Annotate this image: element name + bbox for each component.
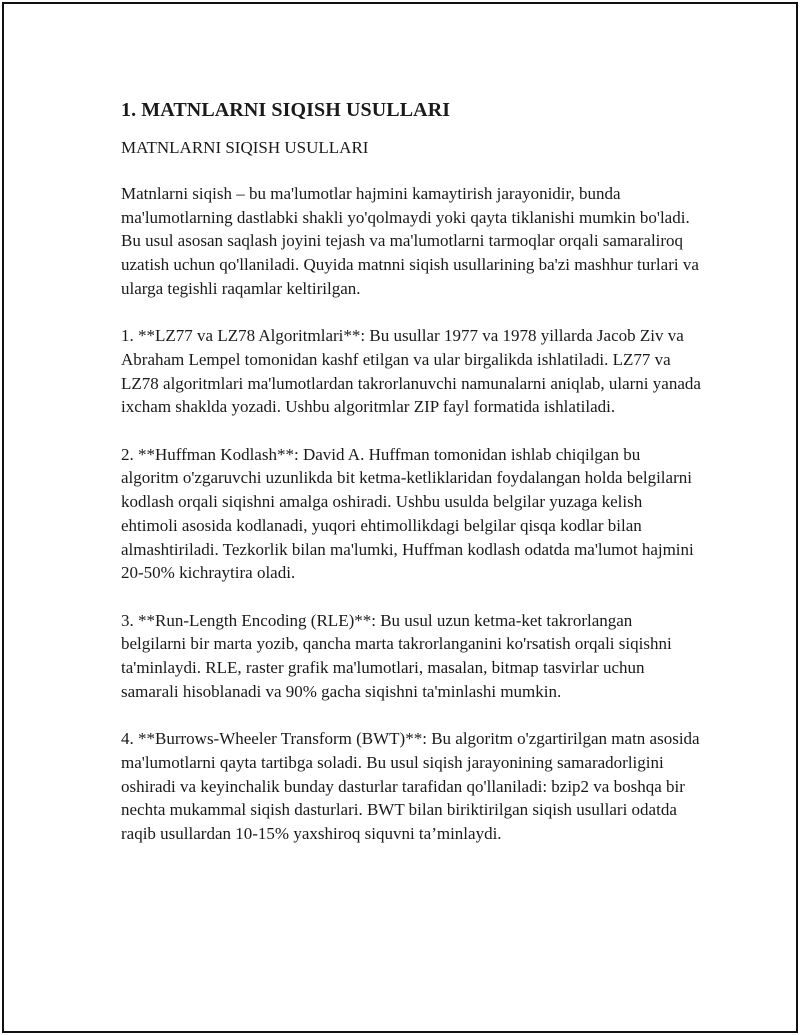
page-frame: [2, 2, 798, 1033]
paragraph-rle: 3. **Run-Length Encoding (RLE)**: Bu usul uzun ketma-ket takrorlangan belgilarni bir marta yozib, qancha marta takrorlanganini ko'rsatish orqali siqishni ta'minlaydi. RLE, raster grafik ma'lumotlari, masalan, bitmap tasvirlar uchun samarali hisoblanadi va 90% gacha siqishni ta'minlashi mumkin.: [121, 610, 672, 701]
intro-paragraph: Matnlarni siqish – bu ma'lumotlar hajmini kamaytirish jarayonidir, bunda ma'lumotlarning dastlabki shakli yo'qolmaydi yoki qayta tiklanishi mumkin bo'ladi. Bu usul asosan saqlash joyini tejash va ma'lumotlarni tarmoqlar orqali samaraliroq uzatish uchun qo'llaniladi. Quyida matnni siqish usullarining ba'zi mashhur turlari va ularga tegishli raqamlar keltirilgan.: [121, 184, 699, 298]
paragraph-bwt: 4. **Burrows-Wheeler Transform (BWT)**: Bu algoritm o'zgartirilgan matn asosida ma'lumotlarni qayta tartibga soladi. Bu usul siqish jarayonining samaradorligini oshiradi va keyinchalik bunday dasturlar tarafidan qo'llaniladi: bzip2 va boshqa bir nechta mukammal siqish dasturlari. BWT bilan biriktirilgan siqish usullari odatda raqib usullardan 10-15% yaxshiroq siquvni ta’minlaydi.: [121, 729, 700, 843]
section-subtitle: MATNLARNI SIQISH USULLARI: [121, 138, 369, 157]
page-title: 1. MATNLARNI SIQISH USULLARI: [121, 99, 451, 121]
document-body: [121, 96, 701, 846]
paragraph-huffman: 2. **Huffman Kodlash**: David A. Huffman tomonidan ishlab chiqilgan bu algoritm o'zgaruvchi uzunlikda bit ketma-ketliklaridan foydalangan holda belgilarni kodlash orqali siqishni amalga oshiradi. Ushbu usulda belgilar yuzaga kelish ehtimoli asosida kodlanadi, yuqori ehtimollikdagi belgilar qisqa kodlar bilan almashtiriladi. Tezkorlik bilan ma'lumki, Huffman kodlash odatda ma'lumot hajmini 20-50% kichraytira oladi.: [121, 444, 694, 583]
paragraph-lz77-lz78: 1. **LZ77 va LZ78 Algoritmlari**: Bu usullar 1977 va 1978 yillarda Jacob Ziv va Abraham Lempel tomonidan kashf etilgan va ular birgalikda ishlatiladi. LZ77 va LZ78 algoritmlari ma'lumotlardan takrorlanuvchi namunalarni aniqlab, ularni yanada ixcham shaklda yozadi. Ushbu algoritmlar ZIP fayl formatida ishlatiladi.: [121, 326, 701, 417]
